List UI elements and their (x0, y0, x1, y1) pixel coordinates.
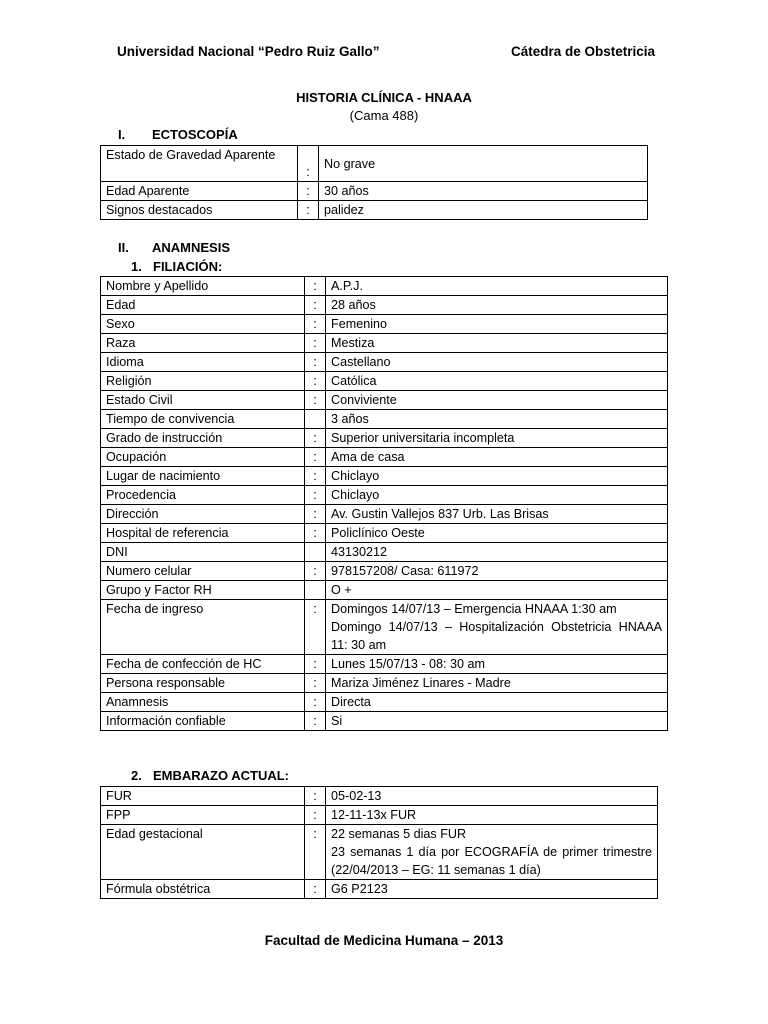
subsection-number: 1. (131, 259, 142, 274)
section-number: I. (118, 127, 126, 142)
row-label: Estado de Gravedad Aparente (101, 146, 298, 182)
header-department: Cátedra de Obstetricia (511, 44, 656, 59)
table-row (101, 410, 668, 429)
subsection-number: 2. (131, 768, 142, 783)
row-separator: : (305, 674, 326, 693)
row-separator: : (305, 562, 326, 581)
row-value: Mestiza (326, 334, 668, 353)
row-value: G6 P2123 (326, 880, 658, 899)
table-row (101, 600, 668, 655)
document-subtitle: (Cama 488) (349, 108, 419, 123)
row-separator: : (305, 467, 326, 486)
table-row (101, 182, 648, 201)
row-label: Edad gestacional (101, 825, 305, 880)
table-row (101, 825, 658, 880)
table-row (101, 787, 658, 806)
header-university: Universidad Nacional “Pedro Ruiz Gallo” (117, 44, 380, 59)
row-label: Nombre y Apellido (101, 277, 305, 296)
table-row (101, 372, 668, 391)
row-value-line: Domingos 14/07/13 – Emergencia HNAAA 1:30 am (331, 602, 617, 616)
row-label: Grado de instrucción (101, 429, 305, 448)
table-row (101, 712, 668, 731)
row-value (326, 825, 658, 880)
subsection-title: EMBARAZO ACTUAL: (153, 768, 289, 783)
row-value: 30 años (319, 182, 648, 201)
row-value: Directa (326, 693, 668, 712)
row-separator: : (298, 201, 319, 220)
row-separator: : (305, 296, 326, 315)
row-separator: : (305, 277, 326, 296)
section-ectoscopia-heading (118, 127, 238, 142)
row-value: 28 años (326, 296, 668, 315)
table-row (101, 806, 658, 825)
row-label: Sexo (101, 315, 305, 334)
row-value-line: 22 semanas 5 dias FUR (331, 827, 467, 841)
table-row (101, 334, 668, 353)
footer-faculty: Facultad de Medicina Humana – 2013 (264, 933, 504, 948)
row-value: palidez (319, 201, 648, 220)
row-separator: : (305, 372, 326, 391)
row-separator (305, 581, 326, 600)
table-row (101, 581, 668, 600)
row-label: Procedencia (101, 486, 305, 505)
document-title: HISTORIA CLÍNICA - HNAAA (296, 90, 472, 105)
row-value: Ama de casa (326, 448, 668, 467)
subsection-embarazo-heading (131, 768, 289, 783)
row-value: No grave (319, 146, 648, 182)
table-row (101, 277, 668, 296)
row-separator: : (298, 182, 319, 201)
row-separator: : (305, 880, 326, 899)
table-row (101, 486, 668, 505)
row-label: Persona responsable (101, 674, 305, 693)
table-row (101, 674, 668, 693)
row-separator (305, 543, 326, 562)
row-label: Fecha de ingreso (101, 600, 305, 655)
embarazo-table (100, 786, 658, 899)
table-row (101, 655, 668, 674)
section-anamnesis-heading (118, 240, 230, 255)
row-value: Chiclayo (326, 486, 668, 505)
row-value: Av. Gustin Vallejos 837 Urb. Las Brisas (326, 505, 668, 524)
row-separator: : (305, 806, 326, 825)
row-separator: : (305, 524, 326, 543)
row-label: Anamnesis (101, 693, 305, 712)
row-separator: : (305, 655, 326, 674)
table-row (101, 448, 668, 467)
row-label: Numero celular (101, 562, 305, 581)
row-separator: : (305, 429, 326, 448)
row-label: Fecha de confección de HC (101, 655, 305, 674)
row-label: FPP (101, 806, 305, 825)
table-row (101, 353, 668, 372)
row-label: Signos destacados (101, 201, 298, 220)
row-value-line: Domingo 14/07/13 – Hospitalización Obstetricia HNAAA 11: 30 am (331, 620, 662, 652)
section-title: ANAMNESIS (152, 240, 231, 255)
row-label: Información confiable (101, 712, 305, 731)
table-row (101, 880, 658, 899)
row-value: Superior universitaria incompleta (326, 429, 668, 448)
row-value (326, 600, 668, 655)
row-value: Conviviente (326, 391, 668, 410)
row-label: Ocupación (101, 448, 305, 467)
row-value: Mariza Jiménez Linares - Madre (326, 674, 668, 693)
table-row (101, 562, 668, 581)
row-value: O + (326, 581, 668, 600)
row-separator: : (305, 825, 326, 880)
row-value: Católica (326, 372, 668, 391)
table-row (101, 429, 668, 448)
row-value: Si (326, 712, 668, 731)
row-value: 43130212 (326, 543, 668, 562)
row-label: Tiempo de convivencia (101, 410, 305, 429)
row-value-line: 23 semanas 1 día por ECOGRAFÍA de primer trimestre (22/04/2013 – EG: 11 semanas 1 día) (331, 845, 652, 877)
row-separator: : (305, 334, 326, 353)
table-row (101, 391, 668, 410)
row-label: Fórmula obstétrica (101, 880, 305, 899)
table-row (101, 315, 668, 334)
row-separator: : (305, 486, 326, 505)
row-value: 12-11-13x FUR (326, 806, 658, 825)
row-value: 05-02-13 (326, 787, 658, 806)
row-separator: : (305, 787, 326, 806)
table-row (101, 146, 648, 182)
row-label: Raza (101, 334, 305, 353)
filiacion-table (100, 276, 668, 731)
row-label: Edad (101, 296, 305, 315)
table-row (101, 693, 668, 712)
row-label: DNI (101, 543, 305, 562)
section-number: II. (118, 240, 129, 255)
table-row (101, 467, 668, 486)
row-separator: : (305, 315, 326, 334)
table-row (101, 296, 668, 315)
row-value: Chiclayo (326, 467, 668, 486)
row-label: Dirección (101, 505, 305, 524)
table-row (101, 201, 648, 220)
row-separator (305, 410, 326, 429)
row-separator: : (305, 600, 326, 655)
row-separator: : (305, 448, 326, 467)
ectoscopia-table (100, 145, 648, 220)
section-title: ECTOSCOPÍA (152, 127, 238, 142)
row-label: Estado Civil (101, 391, 305, 410)
row-value: Femenino (326, 315, 668, 334)
row-value: 978157208/ Casa: 611972 (326, 562, 668, 581)
subsection-title: FILIACIÓN: (153, 259, 223, 274)
row-label: Grupo y Factor RH (101, 581, 305, 600)
row-value: Castellano (326, 353, 668, 372)
row-separator: : (305, 353, 326, 372)
row-separator: : (305, 712, 326, 731)
row-value: Policlínico Oeste (326, 524, 668, 543)
row-separator: : (298, 146, 319, 182)
table-row (101, 505, 668, 524)
row-label: Hospital de referencia (101, 524, 305, 543)
row-label: Edad Aparente (101, 182, 298, 201)
row-value: 3 años (326, 410, 668, 429)
row-separator: : (305, 391, 326, 410)
table-row (101, 543, 668, 562)
row-value: Lunes 15/07/13 - 08: 30 am (326, 655, 668, 674)
row-label: Idioma (101, 353, 305, 372)
row-label: FUR (101, 787, 305, 806)
row-separator: : (305, 693, 326, 712)
row-separator: : (305, 505, 326, 524)
subsection-filiacion-heading (131, 259, 222, 274)
row-label: Lugar de nacimiento (101, 467, 305, 486)
row-value: A.P.J. (326, 277, 668, 296)
row-label: Religión (101, 372, 305, 391)
table-row (101, 524, 668, 543)
